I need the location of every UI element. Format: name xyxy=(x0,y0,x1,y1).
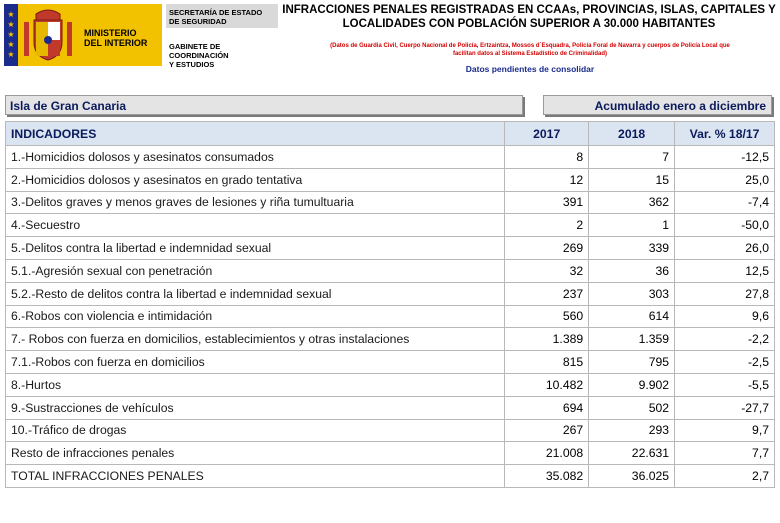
table-row xyxy=(6,282,775,305)
indicator-cell: 5.-Delitos contra la libertad e indemnidad sexual xyxy=(6,237,505,260)
table-row xyxy=(6,351,775,374)
indicator-cell: 6.-Robos con violencia e intimidación xyxy=(6,305,505,328)
value-2018-cell: 339 xyxy=(589,237,675,260)
value-2017-cell: 694 xyxy=(505,396,589,419)
table-row xyxy=(6,146,775,169)
gabinete-label: GABINETE DE COORDINACIÓN Y ESTUDIOS xyxy=(169,42,229,69)
variation-cell: 26,0 xyxy=(675,237,775,260)
variation-cell: -50,0 xyxy=(675,214,775,237)
table-row xyxy=(6,373,775,396)
indicator-cell: 10.-Tráfico de drogas xyxy=(6,419,505,442)
value-2018-cell: 1.359 xyxy=(589,328,675,351)
value-2017-cell: 1.389 xyxy=(505,328,589,351)
table-row xyxy=(6,419,775,442)
header-2018: 2018 xyxy=(589,122,675,146)
variation-cell: -7,4 xyxy=(675,191,775,214)
indicator-cell: 4.-Secuestro xyxy=(6,214,505,237)
variation-cell: 9,7 xyxy=(675,419,775,442)
pending-note: Datos pendientes de consolidar xyxy=(465,64,595,74)
variation-cell: -2,2 xyxy=(675,328,775,351)
variation-cell: -12,5 xyxy=(675,146,775,169)
value-2017-cell: 391 xyxy=(505,191,589,214)
value-2017-cell: 12 xyxy=(505,168,589,191)
header-2017: 2017 xyxy=(505,122,589,146)
value-2017-cell: 8 xyxy=(505,146,589,169)
indicator-cell: 2.-Homicidios dolosos y asesinatos en grado tentativa xyxy=(6,168,505,191)
value-2018-cell: 22.631 xyxy=(589,442,675,465)
indicator-cell: 3.-Delitos graves y menos graves de lesiones y riña tumultuaria xyxy=(6,191,505,214)
header-indicadores: INDICADORES xyxy=(6,122,505,146)
variation-cell: -27,7 xyxy=(675,396,775,419)
table-row xyxy=(6,237,775,260)
coat-of-arms-icon xyxy=(22,8,74,62)
table-header-row xyxy=(6,122,775,146)
value-2017-cell: 269 xyxy=(505,237,589,260)
indicator-cell: 8.-Hurtos xyxy=(6,373,505,396)
value-2018-cell: 9.902 xyxy=(589,373,675,396)
table-row xyxy=(6,442,775,465)
variation-cell: 9,6 xyxy=(675,305,775,328)
table-row xyxy=(6,168,775,191)
indicator-cell: TOTAL INFRACCIONES PENALES xyxy=(6,465,505,488)
table-row xyxy=(6,259,775,282)
value-2018-cell: 614 xyxy=(589,305,675,328)
value-2017-cell: 21.008 xyxy=(505,442,589,465)
table-row xyxy=(6,396,775,419)
secretaria-block xyxy=(166,4,278,69)
value-2017-cell: 35.082 xyxy=(505,465,589,488)
period-label: Acumulado enero a diciembre xyxy=(543,95,772,115)
value-2017-cell: 815 xyxy=(505,351,589,374)
variation-cell: 27,8 xyxy=(675,282,775,305)
table-row xyxy=(6,214,775,237)
indicator-cell: 9.-Sustracciones de vehículos xyxy=(6,396,505,419)
table-row xyxy=(6,191,775,214)
variation-cell: -5,5 xyxy=(675,373,775,396)
value-2017-cell: 32 xyxy=(505,259,589,282)
value-2018-cell: 293 xyxy=(589,419,675,442)
stars-icon: ★ ★ ★ ★ ★ xyxy=(7,10,15,59)
table-row xyxy=(6,465,775,488)
indicator-cell: 1.-Homicidios dolosos y asesinatos consumados xyxy=(6,146,505,169)
value-2017-cell: 560 xyxy=(505,305,589,328)
value-2018-cell: 502 xyxy=(589,396,675,419)
value-2018-cell: 36 xyxy=(589,259,675,282)
value-2017-cell: 10.482 xyxy=(505,373,589,396)
table-row xyxy=(6,328,775,351)
value-2018-cell: 36.025 xyxy=(589,465,675,488)
value-2017-cell: 2 xyxy=(505,214,589,237)
indicator-cell: 7.- Robos con fuerza en domicilios, establecimientos y otras instalaciones xyxy=(6,328,505,351)
data-sources-note: (Datos de Guardia Civil, Cuerpo Nacional de Policía, Ertzaintza, Mossos d´Esquadra, Policía Foral de Navarra y cuerpos de Policía Local que facilitan datos al Sistema Estadístico de Criminalidad) xyxy=(330,43,730,57)
page-header xyxy=(0,0,780,90)
value-2018-cell: 1 xyxy=(589,214,675,237)
value-2018-cell: 795 xyxy=(589,351,675,374)
secretaria-label: SECRETARÍA DE ESTADO DE SEGURIDAD xyxy=(166,4,278,28)
indicator-cell: 5.1.-Agresión sexual con penetración xyxy=(6,259,505,282)
variation-cell: 2,7 xyxy=(675,465,775,488)
page-title: INFRACCIONES PENALES REGISTRADAS EN CCAAs, PROVINCIAS, ISLAS, CAPITALES Y LOCALIDADES CON POBLACIÓN SUPERIOR A 30.000 HABITANTES xyxy=(282,4,776,30)
header-variation: Var. % 18/17 xyxy=(675,122,775,146)
value-2018-cell: 362 xyxy=(589,191,675,214)
variation-cell: 7,7 xyxy=(675,442,775,465)
ministry-name: MINISTERIO DEL INTERIOR xyxy=(84,28,148,48)
value-2017-cell: 267 xyxy=(505,419,589,442)
table-row xyxy=(6,305,775,328)
value-2018-cell: 7 xyxy=(589,146,675,169)
variation-cell: 25,0 xyxy=(675,168,775,191)
value-2018-cell: 15 xyxy=(589,168,675,191)
indicators-table xyxy=(5,121,775,488)
indicator-cell: 7.1.-Robos con fuerza en domicilios xyxy=(6,351,505,374)
variation-cell: 12,5 xyxy=(675,259,775,282)
region-label: Isla de Gran Canaria xyxy=(5,95,523,115)
value-2018-cell: 303 xyxy=(589,282,675,305)
indicator-cell: 5.2.-Resto de delitos contra la libertad e indemnidad sexual xyxy=(6,282,505,305)
variation-cell: -2,5 xyxy=(675,351,775,374)
value-2017-cell: 237 xyxy=(505,282,589,305)
indicator-cell: Resto de infracciones penales xyxy=(6,442,505,465)
